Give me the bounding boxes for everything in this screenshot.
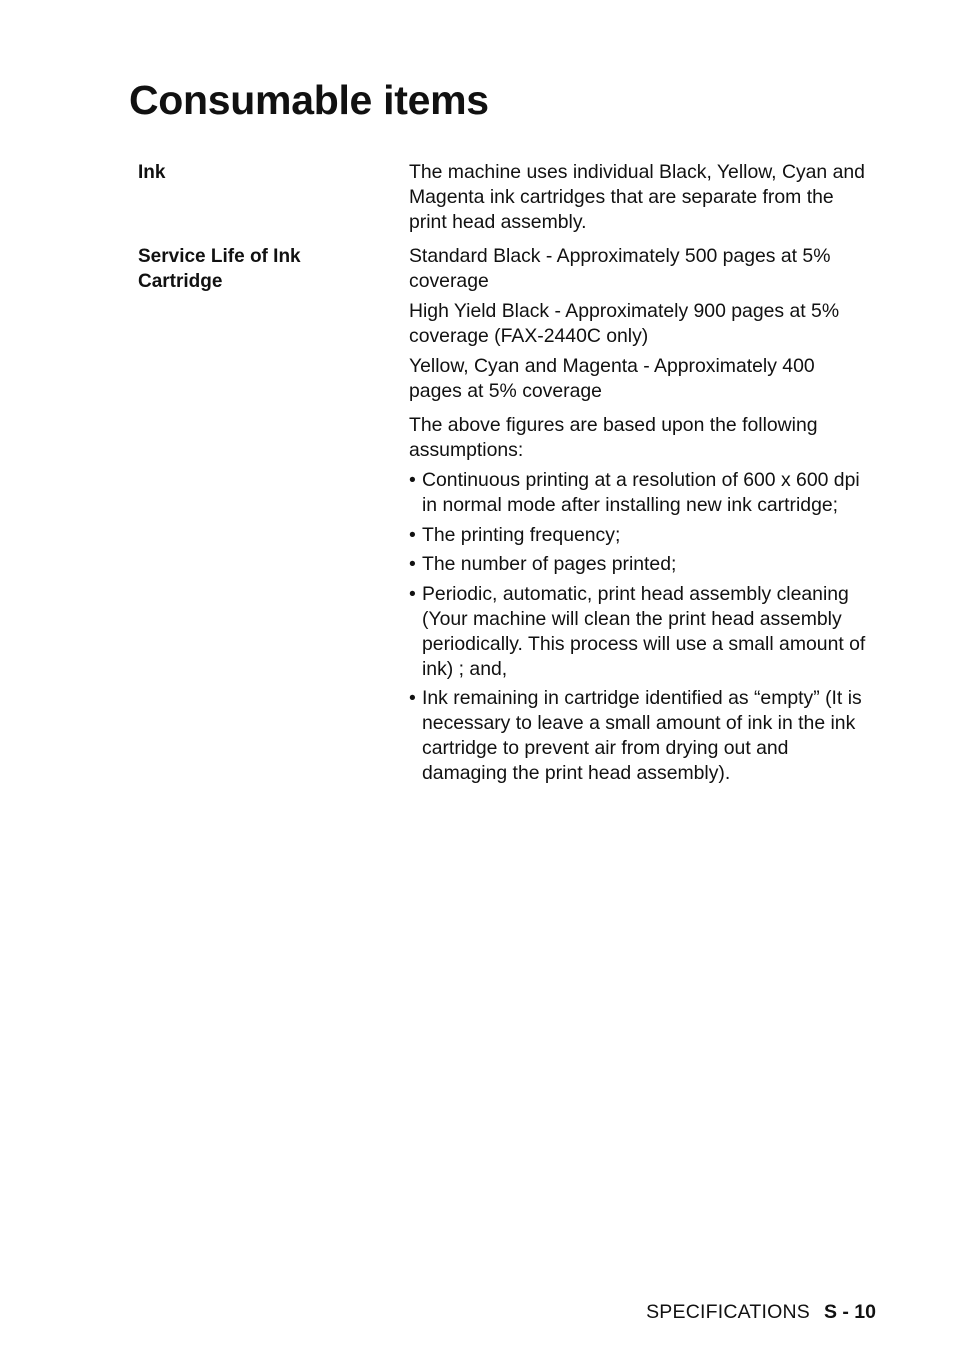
list-item: • The printing frequency; (409, 523, 869, 548)
page-title: Consumable items (129, 77, 489, 123)
spec-value-ink (409, 160, 869, 240)
spec-value-service-life (409, 244, 869, 791)
list-item: • The number of pages printed; (409, 552, 869, 577)
ink-description: The machine uses individual Black, Yellow, Cyan and Magenta ink cartridges that are separate from the print head assembly. (409, 161, 865, 233)
spec-label-service-life: Service Life of Ink Cartridge (138, 246, 301, 292)
high-yield-black-life: High Yield Black - Approximately 900 pages at 5% coverage (FAX-2440C only) (409, 300, 840, 347)
list-item: • Periodic, automatic, print head assembly cleaning (Your machine will clean the print head assembly periodically. This process will use a small amount of ink) ; and, (409, 582, 869, 682)
spec-label-ink: Ink (138, 162, 166, 183)
page-footer (646, 1300, 876, 1325)
assumptions-intro: The above figures are based upon the following assumptions: (409, 414, 818, 461)
standard-black-life: Standard Black - Approximately 500 pages at 5% coverage (409, 245, 831, 292)
footer-page-number: S - 10 (823, 1301, 876, 1323)
assumptions-list (409, 468, 869, 786)
footer-section-name: SPECIFICATIONS (646, 1301, 810, 1323)
list-item: • Continuous printing at a resolution of 600 x 600 dpi in normal mode after installing new ink cartridge; (409, 468, 869, 518)
color-cartridge-life: Yellow, Cyan and Magenta - Approximately 400 pages at 5% coverage (409, 355, 815, 402)
list-item: • Ink remaining in cartridge identified as “empty” (It is necessary to leave a small amount of ink in the ink cartridge to prevent air from drying out and damaging the print head assembly). (409, 686, 869, 786)
